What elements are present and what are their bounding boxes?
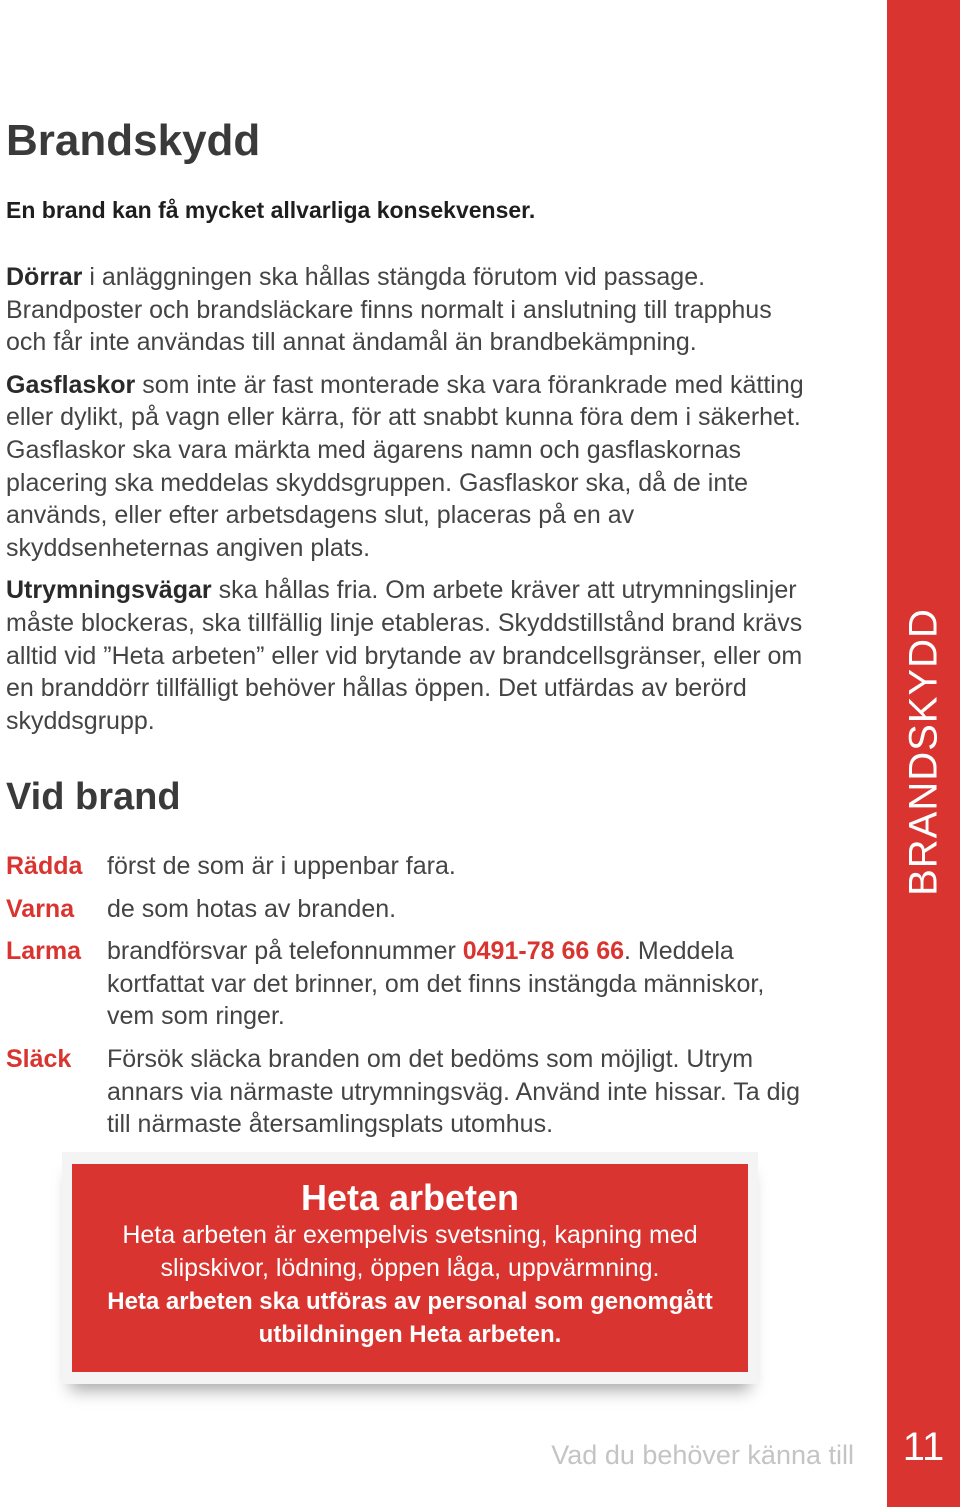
step-alarm (6, 935, 816, 1033)
section-heading: Vid brand (6, 776, 181, 818)
phone-number: 0491-78 66 66 (462, 937, 625, 966)
hot-work-card (62, 1152, 758, 1384)
paragraph-doors (6, 261, 816, 359)
paragraph-escape (6, 574, 816, 737)
fire-steps (6, 850, 816, 1151)
paragraph-gas-text: som inte är fast monterade ska vara förankrade med kätting eller dylikt, på vagn eller kärra, för att snabbt kunna föra dem i säkerhet. Gasflaskor ska vara märkta med ägarens namn och gasflaskornas placering ska meddelas skyddsgruppen. Gasflaskor ska, då de inte används, eller efter arbetsdagens slut, placeras på en av skyddsenheternas angiven plats. (6, 370, 804, 562)
step-extinguish (6, 1043, 816, 1141)
term-gas: Gasflaskor (6, 370, 136, 399)
card-bold-text: Heta arbeten ska utföras av personal som genomgått utbildningen Heta arbeten. (107, 1288, 713, 1348)
term-doors: Dörrar (6, 263, 83, 291)
step-text-before: brandförsvar på telefonnummer (107, 937, 463, 966)
step-text-after: . Meddela kortfattat var det brinner, om det finns instängda människor, vem som ringer. (107, 937, 765, 1031)
lead-text: En brand kan få mycket allvarliga konsekvenser. (6, 197, 536, 223)
side-tab-label: BRANDSKYDD (901, 608, 946, 896)
page-number: 11 (902, 1425, 945, 1469)
paragraph-gas (6, 369, 816, 565)
hot-work-box (72, 1164, 748, 1372)
step-warn (6, 893, 816, 926)
step-term: Släck (6, 1044, 72, 1073)
step-text: först de som är i uppenbar fara. (107, 852, 456, 880)
step-text: de som hotas av branden. (107, 894, 397, 923)
body-text (6, 261, 816, 747)
step-rescue (6, 850, 816, 883)
step-text (107, 935, 807, 1033)
paragraph-doors-text: i anläggningen ska hållas stängda förutom vid passage. Brandposter och brandsläckare finns normalt i anslutning till trapphus och får inte användas till annat ändamål än brandbekämpning. (6, 263, 772, 357)
step-term: Varna (6, 894, 75, 923)
card-title: Heta arbeten (300, 1177, 520, 1218)
page-title: Brandskydd (6, 116, 261, 165)
step-term: Rädda (6, 852, 83, 880)
step-term: Larma (6, 937, 82, 966)
footer-text: Vad du behöver känna till (551, 1440, 854, 1470)
paragraph-escape-text: ska hållas fria. Om arbete kräver att utrymningslinjer måste blockeras, ska tillfällig linje etableras. Skyddstillstånd brand krävs alltid vid ”Heta arbeten” eller vid brytande av brandcellsgränser, eller om en branddörr tillfälligt behöver hållas öppen. Det utfärdas av berörd skyddsgrupp. (6, 576, 803, 735)
card-text: Heta arbeten är exempelvis svetsning, kapning med slipskivor, lödning, öppen låga, uppvärmning. (122, 1221, 698, 1282)
term-escape: Utrymningsvägar (6, 576, 212, 605)
step-text: Försök släcka branden om det bedöms som möjligt. Utrym annars via närmaste utrymningsväg. Använd inte hissar. Ta dig till närmaste återsamlingsplats utomhus. (107, 1044, 800, 1139)
